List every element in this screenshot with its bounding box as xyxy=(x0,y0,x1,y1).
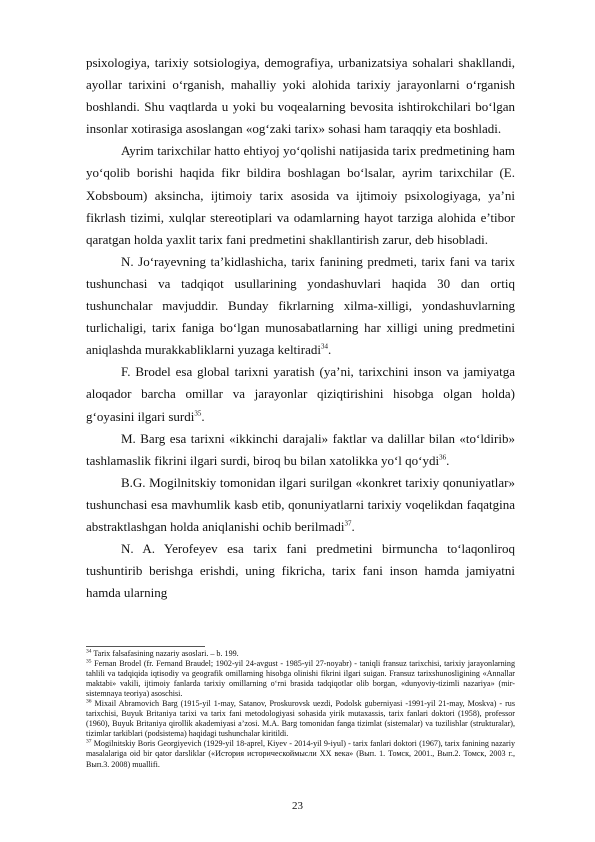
footnote-divider xyxy=(86,646,205,647)
footnote-ref[interactable]: 37 xyxy=(344,519,352,528)
footnote-text: Tarix falsafasining nazariy asoslari. – b. 199. xyxy=(93,649,239,658)
footnote-text: Mixail Abramovich Barg (1915-yil 1-may, Satanov, Proskurovsk uezdi, Podolsk guberniyasi -1991-yil 21-may, Moskva) - rus tarixchisi, Buyuk Britaniya tarixi va tarix fani metodologiyasi sohasida yirik mutaxassis, tarix fanlari doktori (1958), professor (1960), Buyuk Britaniya qirollik akademiyasi a’zosi. M.A. Barg tomonidan fanga tizimlat (sistemalar) va tuzilishlar (strukturalar), tizimlar tarkiblari (podsistema) haqidagi tushunchalar kiritildi. xyxy=(86,699,515,739)
paragraph-text: B.G. Mogilnitskiy tomonidan ilgari surilgan «konkret tarixiy qonuniyatlar» tushunchasi esa mavhumlik kasb etib, qonuniyatlarni tarixiy voqelikdan faqatgina abstraktlashgan holda aniqlanishi ochib berilmadi xyxy=(86,474,515,534)
footnote-number: 34 xyxy=(86,648,92,655)
paragraph-text: . xyxy=(201,408,205,424)
paragraph xyxy=(86,361,515,427)
footnotes xyxy=(86,649,515,770)
page-number: 23 xyxy=(292,800,303,812)
paragraph xyxy=(86,140,515,250)
footnote-text: Fernan Brodel (fr. Fernand Braudel; 1902-yil 24-avgust - 1985-yil 27-noyabr) - taniqli fransuz tarixchisi, tarixiy jarayonlarning tahlili va tadqiqida iqtisodiy va geografik omillarning hisobga olinishi fikrini ilgari suigan. Fransuz tarixshunosligining «Annallar maktabi» vakili, ijtimoiy fanlarda tarixiy omillarning o‘rni brasida tadqiqotlar olib borgan, «dunyoviy-tizimli nazariya» (mir-sistemnaya teoriya) asoschisi. xyxy=(86,659,516,699)
footnote xyxy=(86,739,515,769)
footnote-ref[interactable]: 34 xyxy=(321,342,328,351)
footnote-number: 37 xyxy=(86,738,92,745)
paragraph xyxy=(86,428,515,472)
main-text xyxy=(86,52,515,604)
footnote xyxy=(86,699,515,739)
paragraph-text: Ayrim tarixchilar hatto ehtiyoj yo‘qolishi natijasida tarix predmetining ham yo‘qolib borishi haqida fikr bildira boshlagan bo‘lsalar, ayrim tarixchilar (E. Xobsboum) aksincha, ijtimoiy tarix asosida va ijtimoiy psixologiyaga, ya’ni fikrlash tizimi, xulqlar stereotiplari va odamlarning hayot tarziga alohida e’tibor qaratgan holda yaxlit tarix fani predmetini shakllantirish zarur, deb hisobladi. xyxy=(86,143,515,247)
paragraph-text: . xyxy=(328,342,332,358)
paragraph-text: psixologiya, tarixiy sotsiologiya, demografiya, urbanizatsiya sohalari shakllandi, ayollar tarixini o‘rganish, mahalliy yoki alohida tarixiy jarayonlarni o‘rganish boshlandi. Shu vaqtlarda u yoki bu voqealarning bevosita ishtirokchilari bo‘lgan insonlar xotirasiga asoslangan «og‘zaki tarix» sohasi ham taraqqiy eta boshladi. xyxy=(86,55,515,137)
paragraph-text: F. Brodel esa global tarixni yaratish (ya’ni, tarixchini inson va jamiyatga aloqador barcha omillar va jarayonlar qiziqtirishini hisobga olgan holda) g‘oyasini ilgari surdi xyxy=(86,364,515,424)
footnote xyxy=(86,659,515,699)
paragraph xyxy=(86,251,515,361)
paragraph-text: M. Barg esa tarixni «ikkinchi darajali» faktlar va dalillar bilan «to‘ldirib» tashlamaslik fikrini ilgari surdi, biroq bu bilan xatolikka yo‘l qo‘ydi xyxy=(86,430,515,468)
paragraph xyxy=(86,52,515,140)
footnote-number: 35 xyxy=(86,658,92,665)
paragraph xyxy=(86,472,515,538)
paragraph-text: . xyxy=(351,518,355,534)
paragraph xyxy=(86,538,515,604)
paragraph-text: N. A. Yerofeyev esa tarix fani predmetini birmuncha to‘laqonliroq tushuntirib berishga erishdi, uning fikricha, tarix fani inson hamda jamiyatni hamda ularning xyxy=(86,541,515,601)
paragraph-text: . xyxy=(446,452,450,468)
footnote-number: 36 xyxy=(86,698,92,705)
footnote-ref[interactable]: 35 xyxy=(194,409,202,418)
footnote-text: Mogilnitskiy Boris Georgiyevich (1929-yil 18-aprel, Kiyev - 2014-yil 9-iyul) - tarix fanlari doktori (1967), tarix fanining nazariy masalalariga oid bir qator darsliklar («История историческоймысли XX века» (Вып. 1. Томск, 2001., Вып.2. Томск, 2003 г., Вып.3. 2008) muallifi. xyxy=(86,739,515,769)
footnote-ref[interactable]: 36 xyxy=(439,453,447,462)
paragraph-text: N. Jo‘rayevning ta’kidlashicha, tarix fanining predmeti, tarix fani va tarix tushunchasi va tadqiqot usullarining yondashuvlari haqida 30 dan ortiq tushunchalar mavjuddir. Bunday fikrlarning xilma-xilligi, yondashuvlarning turlichaligi, tarix faniga bo‘lgan munosabatlarning har xilligi uning predmetini aniqlashda murakkabliklarni yuzaga keltiradi xyxy=(86,253,515,358)
footnote xyxy=(86,649,515,659)
